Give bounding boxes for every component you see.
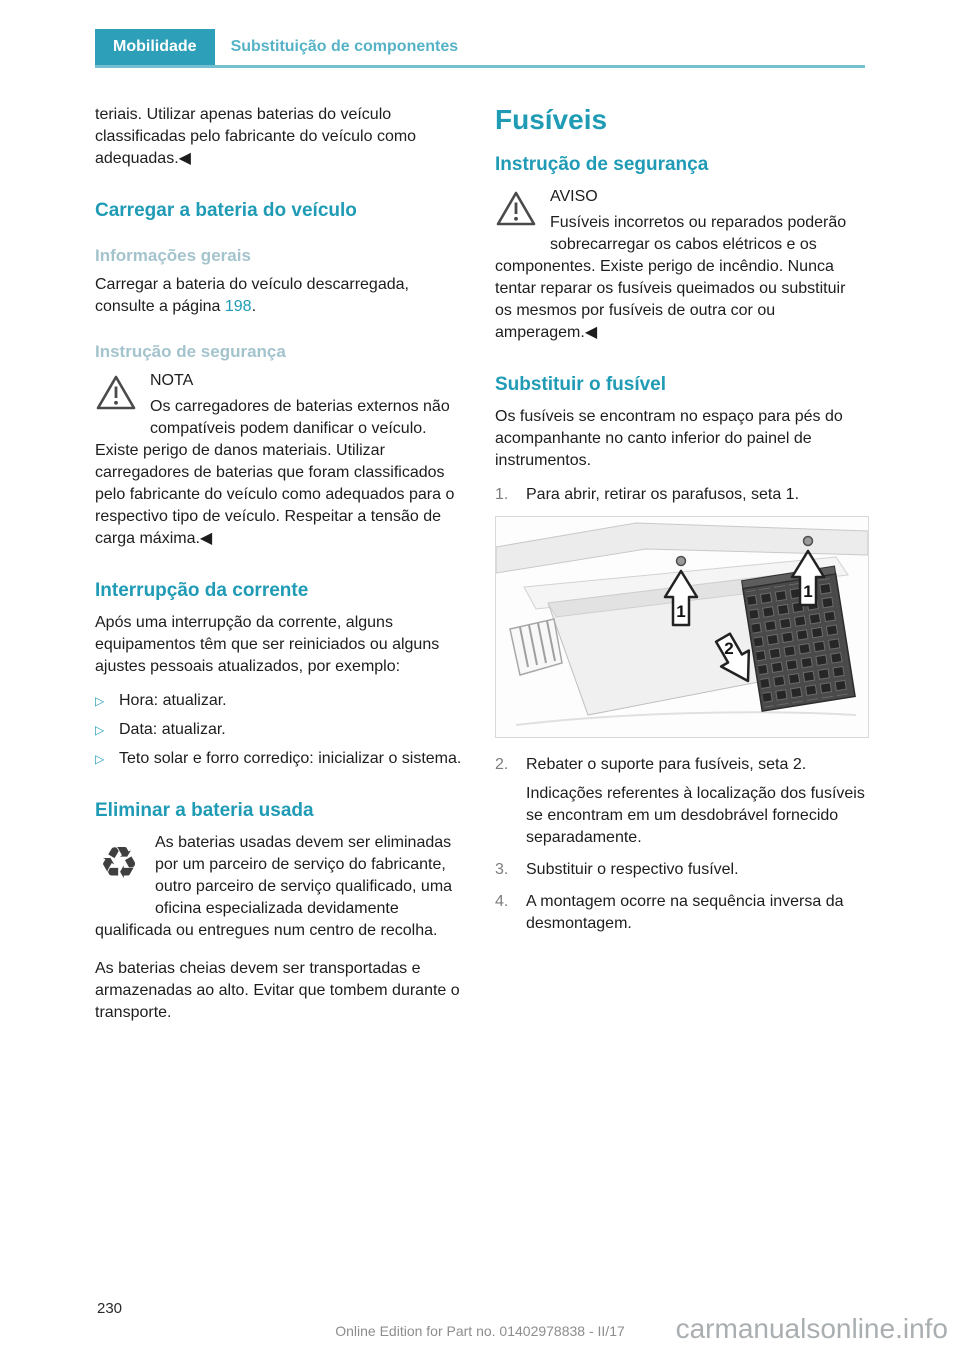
list-item <box>95 748 465 770</box>
step-item <box>495 891 865 935</box>
heading-power-interruption: Interrupção da corrente <box>95 580 309 601</box>
paragraph-general-info <box>95 274 465 318</box>
page-number: 230 <box>97 1300 123 1317</box>
step-number: 2. <box>495 756 509 773</box>
paragraph-transport: As baterias cheias devem ser transportadas e armazenadas ao alto. Evitar que tombem durante o transporte. <box>95 960 460 1021</box>
step-text <box>526 754 865 849</box>
fuse-box-illustration <box>495 516 869 738</box>
section-title: Substituição de componentes <box>230 38 459 55</box>
triangle-bullet-icon: ▷ <box>95 694 105 708</box>
recycle-callout <box>95 832 465 942</box>
recycle-icon: ♻ <box>99 839 139 888</box>
note-text: Os carregadores de baterias externos não compatíveis podem danificar o veículo. Existe perigo de danos materiais. Utilizar carregadores de baterias que foram classificados pelo fabricante do veículo como adequados para o respectivo tipo de veículo. Respeitar a tensão de carga máxima.◀ <box>95 398 455 547</box>
text-before-link: Carregar a bateria do veículo descarregada, consulte a página <box>95 276 409 315</box>
warning-triangle-icon <box>95 373 137 419</box>
heading-charge-battery: Carregar a bateria do veículo <box>95 200 357 221</box>
paragraph-interruption: Após uma interrupção da corrente, alguns equipamentos têm que ser reiniciados ou alguns ajustes pessoais atualizados, por exemplo: <box>95 614 440 675</box>
figure-label-2: 2 <box>724 639 734 658</box>
content-columns <box>95 104 865 1036</box>
step-item <box>495 859 865 881</box>
bullet-text: Hora: atualizar. <box>119 692 227 709</box>
note-label: NOTA <box>150 372 194 389</box>
heading-safety-instruction: Instrução de segurança <box>495 154 709 175</box>
step-text: A montagem ocorre na sequência inversa da desmontagem. <box>526 893 844 932</box>
warning-callout <box>495 186 865 344</box>
subheading-general-info: Informações gerais <box>95 246 251 265</box>
page-reference-link[interactable]: 198 <box>224 298 252 315</box>
step-number: 3. <box>495 861 509 878</box>
paragraph-fuse-location: Os fusíveis se encontram no espaço para pés do acompanhante no canto inferior do painel de instrumentos. <box>495 408 843 469</box>
step-item <box>495 754 865 849</box>
heading-fuses: Fusíveis <box>495 104 608 135</box>
step-item <box>495 484 865 506</box>
page-header <box>95 29 865 68</box>
figure-label-1: 1 <box>676 602 686 621</box>
step-text: Substituir o respectivo fusível. <box>526 861 739 878</box>
step-text-sub: Indicações referentes à localização dos fusíveis se encontram em um desdobrável fornecido separadamente. <box>526 785 865 846</box>
paragraph-continuation: teriais. Utilizar apenas baterias do veículo classificadas pelo fabricante do veículo como adequadas.◀ <box>95 106 417 167</box>
warning-label: AVISO <box>550 188 598 205</box>
triangle-bullet-icon: ▷ <box>95 752 105 766</box>
step-number: 1. <box>495 486 509 503</box>
note-callout <box>95 370 465 550</box>
chapter-tab: Mobilidade <box>95 29 215 65</box>
watermark: carmanualsonline.info <box>675 1313 948 1344</box>
step-number: 4. <box>495 893 509 910</box>
recycle-text: As baterias usadas devem ser eliminadas por um parceiro de serviço do fabricante, outro parceiro de serviço qualificado, uma oficina especializada devidamente qualificada ou entregues num centro de recolha. <box>95 834 453 939</box>
edition-note: Online Edition for Part no. 01402978838 - II/17 <box>335 1323 625 1339</box>
screw <box>804 537 813 546</box>
fuse-box <box>742 566 855 711</box>
bullet-text: Teto solar e forro corrediço: inicializar o sistema. <box>119 750 462 767</box>
heading-dispose-battery: Eliminar a bateria usada <box>95 800 314 821</box>
step-text: Para abrir, retirar os parafusos, seta 1. <box>526 486 800 503</box>
warning-text: Fusíveis incorretos ou reparados poderão sobrecarregar os cabos elétricos e os componentes. Existe perigo de incêndio. Nunca tentar reparar os fusíveis queimados ou substituir os mesmos por fusíveis de outra cor ou amperagem.◀ <box>495 214 847 341</box>
list-item <box>95 719 465 741</box>
screw <box>677 557 686 566</box>
warning-triangle-icon <box>495 189 537 235</box>
left-column <box>95 104 465 1036</box>
bullet-text: Data: atualizar. <box>119 721 226 738</box>
subheading-safety-note: Instrução de segurança <box>95 342 286 361</box>
step-text-main: Rebater o suporte para fusíveis, seta 2. <box>526 756 807 773</box>
right-column <box>495 104 865 1036</box>
header-bar <box>95 29 865 68</box>
list-item <box>95 690 465 712</box>
triangle-bullet-icon: ▷ <box>95 723 105 737</box>
heading-replace-fuse: Substituir o fusível <box>495 374 667 395</box>
figure-label-1b: 1 <box>803 582 813 601</box>
text-after-link: . <box>251 298 257 315</box>
